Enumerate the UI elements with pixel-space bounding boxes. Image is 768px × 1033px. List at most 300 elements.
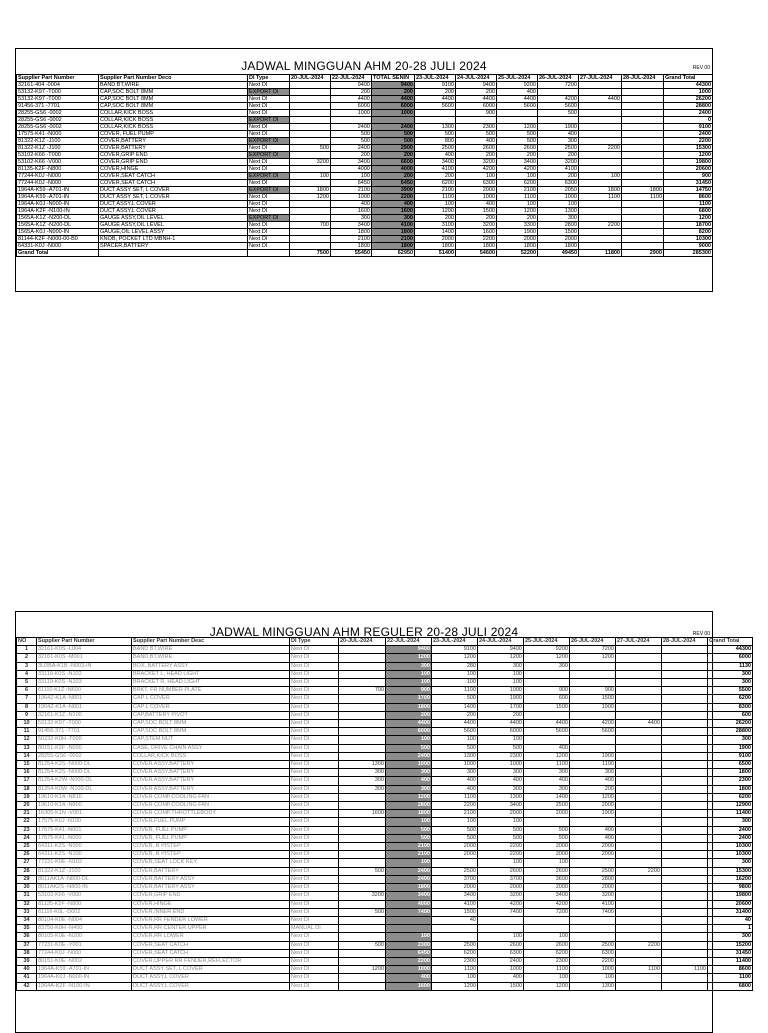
table-cell xyxy=(616,933,662,941)
table-cell: 2100 xyxy=(415,187,456,194)
table-cell: 81135-K2F -N800 xyxy=(37,900,132,908)
column-header: 23-JUL-2024 xyxy=(415,75,456,82)
table-cell: COVER ASSY,BATTERY xyxy=(132,777,290,785)
table-cell: Next DI xyxy=(290,908,339,916)
table-cell xyxy=(339,843,386,851)
table-cell: 53102-K66 -T000 xyxy=(17,152,99,159)
table-cell: 33119-K0S -N102 xyxy=(37,670,132,678)
table-cell: 100 xyxy=(579,173,622,180)
table-cell xyxy=(524,679,570,687)
table-cell: 35 xyxy=(17,925,37,933)
table-cell: 17575-K41 -N001 xyxy=(37,826,132,834)
table-cell: Next DI xyxy=(290,761,339,769)
table-cell: 14 xyxy=(17,752,37,760)
table-cell xyxy=(662,703,708,711)
table-cell: COVER,HINGE xyxy=(99,166,248,173)
table-cell: 8600 xyxy=(664,194,713,201)
table-cell: 700 xyxy=(290,222,331,229)
table-cell: Next DI xyxy=(290,728,339,736)
table-cell: 300 xyxy=(708,933,753,941)
column-header: 27-JUL-2024 xyxy=(579,75,622,82)
table-cell: 3200 xyxy=(478,892,524,900)
table-cell: 17575-K41 -N000 xyxy=(37,834,132,842)
table-cell: 1200 xyxy=(415,208,456,215)
table-cell xyxy=(290,131,331,138)
table-cell: 1800 xyxy=(497,243,538,250)
table-row xyxy=(17,679,753,687)
table-cell xyxy=(616,802,662,810)
table-cell xyxy=(290,110,331,117)
table-cell xyxy=(579,138,622,145)
table-cell: 41 xyxy=(17,974,37,982)
table-cell xyxy=(386,925,432,933)
table-cell: 1800 xyxy=(372,243,415,250)
table-cell: 50232-K0H -T000 xyxy=(37,736,132,744)
table-cell: 1100 xyxy=(622,194,664,201)
table-cell: 5600 xyxy=(415,103,456,110)
table-cell: 7200 xyxy=(538,82,579,89)
table-cell: 900 xyxy=(570,687,616,695)
table-cell: Next DI xyxy=(290,752,339,760)
table-cell: 2600 xyxy=(497,145,538,152)
table-cell: 200 xyxy=(456,215,497,222)
table-cell xyxy=(662,875,708,883)
table-cell: 2400 xyxy=(664,110,713,117)
table-cell: 20600 xyxy=(708,900,753,908)
table-cell xyxy=(478,925,524,933)
table-cell: 14750 xyxy=(664,187,713,194)
table-cell: 81254-K0W -N100-DL xyxy=(37,785,132,793)
table-cell: 1500 xyxy=(478,982,524,990)
table-cell xyxy=(662,793,708,801)
table-cell: 9400 xyxy=(456,82,497,89)
table-cell xyxy=(622,124,664,131)
table-cell xyxy=(662,916,708,924)
table-cell: 81254-K2W -N000-DL xyxy=(37,777,132,785)
table-cell xyxy=(616,744,662,752)
table-cell: 28255-GS6 -0002 xyxy=(37,752,132,760)
table-cell: 1100 xyxy=(579,194,622,201)
table-cell: 6300 xyxy=(570,949,616,957)
table-cell: Next DI xyxy=(290,711,339,719)
table-cell: 3200 xyxy=(339,892,386,900)
table-cell: 15300 xyxy=(664,145,713,152)
column-header: DI Type xyxy=(248,75,290,82)
table-cell xyxy=(622,201,664,208)
table-cell xyxy=(524,925,570,933)
table-cell: 9400 xyxy=(478,646,524,654)
table-cell: 22 xyxy=(17,818,37,826)
table-cell: 9800 xyxy=(708,884,753,892)
table-cell: 2300 xyxy=(524,957,570,965)
table-cell xyxy=(579,159,622,166)
table-row xyxy=(17,793,753,801)
table-cell xyxy=(616,752,662,760)
table-cell: 900 xyxy=(524,687,570,695)
table-cell xyxy=(290,208,331,215)
table-cell: 4400 xyxy=(415,96,456,103)
table-cell: 1200 xyxy=(478,654,524,662)
table-cell xyxy=(662,810,708,818)
table-row xyxy=(17,208,713,215)
grand-total-cell: 51400 xyxy=(415,250,456,257)
table-cell xyxy=(616,785,662,793)
table-cell: DUCT ASSY,L COVER xyxy=(132,974,290,982)
table-cell xyxy=(290,229,331,236)
table-cell: 31450 xyxy=(664,180,713,187)
table-cell: Next DI xyxy=(248,110,290,117)
table-cell: 1100 xyxy=(664,201,713,208)
table-cell: Next DI xyxy=(290,662,339,670)
table-cell xyxy=(339,974,386,982)
table-cell: Next DI xyxy=(248,131,290,138)
table-cell: Next DI xyxy=(290,769,339,777)
table-cell: 100 xyxy=(478,679,524,687)
table-cell: 6300 xyxy=(538,180,579,187)
table-cell: COVER COMP,COOLING FAN xyxy=(132,802,290,810)
table-cell: 2000 xyxy=(570,884,616,892)
table-cell: 10300 xyxy=(708,843,753,851)
column-header: 22-JUL-2024 xyxy=(386,638,432,646)
column-header: 20-JUL-2024 xyxy=(290,75,331,82)
table-cell: 9100 xyxy=(708,752,753,760)
table-cell: Next DI xyxy=(290,785,339,793)
table-cell: 3200 xyxy=(290,159,331,166)
table-cell: 1200 xyxy=(432,982,478,990)
table-cell: 200 xyxy=(415,173,456,180)
table-cell: 5600 xyxy=(432,728,478,736)
table-row xyxy=(17,166,713,173)
table-cell: 1300 xyxy=(415,124,456,131)
table-cell xyxy=(616,703,662,711)
table-cell: 400 xyxy=(570,826,616,834)
table-cell: 100 xyxy=(415,201,456,208)
table-row xyxy=(17,215,713,222)
table-cell: 300 xyxy=(708,670,753,678)
table-cell xyxy=(622,96,664,103)
table-cell: 100 xyxy=(524,859,570,867)
table-cell: 4400 xyxy=(478,720,524,728)
table-cell: 9400 xyxy=(372,82,415,89)
table-row xyxy=(17,974,753,982)
table-cell: Next DI xyxy=(248,236,290,243)
table-row xyxy=(17,851,753,859)
table-cell: 2200 xyxy=(456,236,497,243)
table-cell: 1300 xyxy=(538,208,579,215)
table-cell: Next DI xyxy=(290,941,339,949)
table-cell: 80151-K2F -N000 xyxy=(37,744,132,752)
table-cell: 42 xyxy=(17,982,37,990)
table-row xyxy=(17,875,753,883)
table-cell: COVER COMP,COOLING FAN xyxy=(132,793,290,801)
table-cell: 5 xyxy=(17,679,37,687)
table-cell: 81322-K1Z -J100 xyxy=(17,138,99,145)
table-cell: 100 xyxy=(478,736,524,744)
table-cell: Next DI xyxy=(248,222,290,229)
table-cell: Next DI xyxy=(290,744,339,752)
grand-total-cell: 62950 xyxy=(372,250,415,257)
table-cell: 2100 xyxy=(497,187,538,194)
table-cell xyxy=(339,982,386,990)
table-cell: 2000 xyxy=(570,851,616,859)
table-cell: 2000 xyxy=(478,810,524,818)
table-cell: 91456-371 -7701 xyxy=(37,728,132,736)
table-cell: 15200 xyxy=(708,941,753,949)
table-cell: 19610-K1A -N810 xyxy=(37,793,132,801)
table-cell: 8011AK1A -N800-DL xyxy=(37,875,132,883)
table-cell: 28800 xyxy=(664,103,713,110)
table-cell xyxy=(616,974,662,982)
table-cell xyxy=(622,110,664,117)
table-cell: 5500 xyxy=(708,687,753,695)
table-cell: COLLAR,KICK BOSS xyxy=(99,124,248,131)
table-cell xyxy=(662,900,708,908)
table-cell xyxy=(456,117,497,124)
table-row xyxy=(17,925,753,933)
table-cell: 28 xyxy=(17,867,37,875)
table-cell: 8600 xyxy=(708,966,753,974)
table-cell xyxy=(339,925,386,933)
table-cell: 1200 xyxy=(432,654,478,662)
table-cell: 100 xyxy=(478,859,524,867)
table-cell: 7200 xyxy=(524,908,570,916)
table-cell: 1800 xyxy=(415,243,456,250)
table-cell xyxy=(616,982,662,990)
table-row xyxy=(17,884,753,892)
table-cell: 1800 xyxy=(331,229,372,236)
table-cell: COVER ASSY,BATTERY xyxy=(132,761,290,769)
table-cell: BAND BT,WIRE xyxy=(99,82,248,89)
table-cell: 16305-K1N -V001 xyxy=(37,810,132,818)
table-cell xyxy=(616,777,662,785)
table-cell: 500 xyxy=(372,131,415,138)
table-cell: 2900 xyxy=(372,145,415,152)
table-cell: 1100 xyxy=(432,687,478,695)
table-cell: 6300 xyxy=(478,949,524,957)
table-cell: 16 xyxy=(17,769,37,777)
table-cell: 4400 xyxy=(432,720,478,728)
table-cell: COVER ASSY,BATTERY xyxy=(132,785,290,793)
table-cell: 1300 xyxy=(339,761,386,769)
table-cell: 28255-GS6 -0002 xyxy=(17,124,99,131)
table-row xyxy=(17,834,753,842)
table-cell: Next DI xyxy=(290,851,339,859)
table-cell: 700 xyxy=(339,687,386,695)
table-cell: 2000 xyxy=(456,187,497,194)
table-cell: 6500 xyxy=(708,761,753,769)
table-cell: COVER,RR LOWER xyxy=(132,933,290,941)
table-cell: 4100 xyxy=(538,166,579,173)
table-cell: EXPORT DI xyxy=(248,173,290,180)
table-cell xyxy=(616,916,662,924)
table-cell: 28800 xyxy=(708,728,753,736)
table-cell: Next DI xyxy=(290,884,339,892)
table-cell xyxy=(662,711,708,719)
table-cell: 280 xyxy=(432,662,478,670)
table-cell: 3400 xyxy=(432,892,478,900)
table-cell: BOX, BATTERY ASSY xyxy=(132,662,290,670)
table-cell: 5600 xyxy=(538,103,579,110)
table-cell: COVER COMP,THROTTLEBODY xyxy=(132,810,290,818)
table-cell: 1500 xyxy=(538,229,579,236)
table-cell: 2200 xyxy=(478,843,524,851)
column-header: TOTAL SENIN xyxy=(372,75,415,82)
table-cell: 2300 xyxy=(478,752,524,760)
table-cell xyxy=(662,941,708,949)
table-cell xyxy=(662,826,708,834)
table-cell: 1700 xyxy=(478,703,524,711)
table-cell: 100 xyxy=(386,679,432,687)
table-cell: 2200 xyxy=(616,867,662,875)
table-cell: COVER,BATTERY xyxy=(99,145,248,152)
table-cell: 100 xyxy=(497,201,538,208)
table-row xyxy=(17,89,713,96)
header-row xyxy=(17,638,753,646)
table-cell: 300 xyxy=(386,785,432,793)
table-cell xyxy=(622,152,664,159)
table-cell: 2200 xyxy=(386,957,432,965)
table-cell: 300 xyxy=(538,215,579,222)
table-cell: COVER,SEAT LOCK KEY xyxy=(132,859,290,867)
table-cell xyxy=(339,703,386,711)
table-row xyxy=(17,744,753,752)
table-cell: BRACKET L, HEAD LIGHT xyxy=(132,670,290,678)
table-cell: 2000 xyxy=(570,802,616,810)
table-cell: 1000 xyxy=(570,966,616,974)
table-cell: Next DI xyxy=(290,818,339,826)
table-cell: 300 xyxy=(339,769,386,777)
table-cell: 1700 xyxy=(386,695,432,703)
table-cell: 9400 xyxy=(331,82,372,89)
table-cell: 100 xyxy=(386,670,432,678)
table-cell: 300 xyxy=(478,785,524,793)
table-cell: 4000 xyxy=(331,166,372,173)
table-cell: 32 xyxy=(17,900,37,908)
table-cell: 0 xyxy=(664,117,713,124)
table-row xyxy=(17,695,753,703)
table-cell: 3400 xyxy=(497,159,538,166)
table-cell: 4200 xyxy=(524,900,570,908)
table-cell: 6000 xyxy=(372,103,415,110)
table-cell: COLLAR,KICK BOSS xyxy=(99,117,248,124)
table-cell: 300 xyxy=(386,769,432,777)
table-cell xyxy=(339,851,386,859)
table-cell: EXPORT DI xyxy=(248,152,290,159)
table-cell xyxy=(622,215,664,222)
table-cell: Next DI xyxy=(290,777,339,785)
table-cell: 81254-K2S -N000-DL xyxy=(37,761,132,769)
table-cell: 2100 xyxy=(386,851,432,859)
table-cell: MANUAL DI xyxy=(290,925,339,933)
table-cell: 53132-K97 -T000 xyxy=(17,96,99,103)
table-cell xyxy=(290,82,331,89)
table-cell: 2500 xyxy=(415,145,456,152)
table-cell: 4400 xyxy=(386,720,432,728)
table-cell: 100 xyxy=(432,818,478,826)
table-cell: COVER,GRIP END xyxy=(99,159,248,166)
table-cell: 11400 xyxy=(708,957,753,965)
table-cell: 9200 xyxy=(497,82,538,89)
table-cell: 600 xyxy=(708,711,753,719)
table-row xyxy=(17,777,753,785)
table-cell: COVER,FUEL PUMP xyxy=(132,818,290,826)
table-cell: Next DI xyxy=(290,695,339,703)
table-cell: 1000 xyxy=(456,194,497,201)
table-cell: 6000 xyxy=(456,103,497,110)
table-cell xyxy=(662,818,708,826)
table-cell: 300 xyxy=(386,662,432,670)
table-cell: 1800 xyxy=(708,769,753,777)
table-cell: 500 xyxy=(497,138,538,145)
table-cell: DUCT ASSY SET, L COVER xyxy=(99,194,248,201)
table-cell: 1300 xyxy=(570,982,616,990)
table-cell: 3400 xyxy=(524,892,570,900)
table-cell: 2400 xyxy=(708,826,753,834)
table-cell xyxy=(616,826,662,834)
table-cell: 2 xyxy=(17,654,37,662)
table-cell: 2000 xyxy=(432,851,478,859)
table-cell: 4400 xyxy=(456,96,497,103)
table-cell: 500 xyxy=(290,145,331,152)
table-cell: 1900 xyxy=(708,744,753,752)
table-cell: Next DI xyxy=(290,703,339,711)
table-cell: 6450 xyxy=(372,180,415,187)
table-row xyxy=(17,810,753,818)
table-cell: 1500 xyxy=(432,908,478,916)
table-cell xyxy=(662,769,708,777)
table-cell: 1 xyxy=(17,646,37,654)
table-cell: 4400 xyxy=(372,96,415,103)
table-cell: COVER,BATTERY ASSY xyxy=(132,875,290,883)
column-header: 26-JUL-2024 xyxy=(570,638,616,646)
table-cell: 2800 xyxy=(570,875,616,883)
table-cell: Next DI xyxy=(248,229,290,236)
table-cell xyxy=(662,736,708,744)
table-row xyxy=(17,867,753,875)
table-cell: 400 xyxy=(478,777,524,785)
table-cell: COLLAR,KICK BOSS xyxy=(132,752,290,760)
table-cell: 1200 xyxy=(524,654,570,662)
table-cell: 400 xyxy=(331,201,372,208)
table-cell: 100 xyxy=(432,679,478,687)
table-cell: 4200 xyxy=(456,166,497,173)
table-row xyxy=(17,229,713,236)
sheet-title: JADWAL MINGGUAN AHM REGULER 20-28 JULI 2024 xyxy=(209,625,519,639)
table-cell: 2300 xyxy=(432,957,478,965)
table-cell: 1200 xyxy=(664,152,713,159)
table-cell: Next DI xyxy=(290,867,339,875)
table-cell xyxy=(616,957,662,965)
column-header: 22-JUL-2024 xyxy=(331,75,372,82)
table-cell: 1800 xyxy=(538,243,579,250)
table-cell: Next DI xyxy=(248,194,290,201)
table-cell: 44300 xyxy=(708,646,753,654)
table-cell: 91456-371 -7701 xyxy=(17,103,99,110)
table-cell xyxy=(290,117,331,124)
table-cell xyxy=(616,646,662,654)
grand-total-cell: Grand Total xyxy=(17,250,99,257)
table-cell xyxy=(662,925,708,933)
table-cell: COVER,UPPER RR FENDER,REFLECTOR xyxy=(132,957,290,965)
table-cell xyxy=(570,736,616,744)
table-cell: 53132-K97 -T000 xyxy=(17,89,99,96)
table-cell: 2400 xyxy=(386,867,432,875)
table-row xyxy=(17,110,713,117)
table-cell xyxy=(570,859,616,867)
table-row xyxy=(17,908,753,916)
table-cell: 4200 xyxy=(538,96,579,103)
table-cell: Next DI xyxy=(248,82,290,89)
